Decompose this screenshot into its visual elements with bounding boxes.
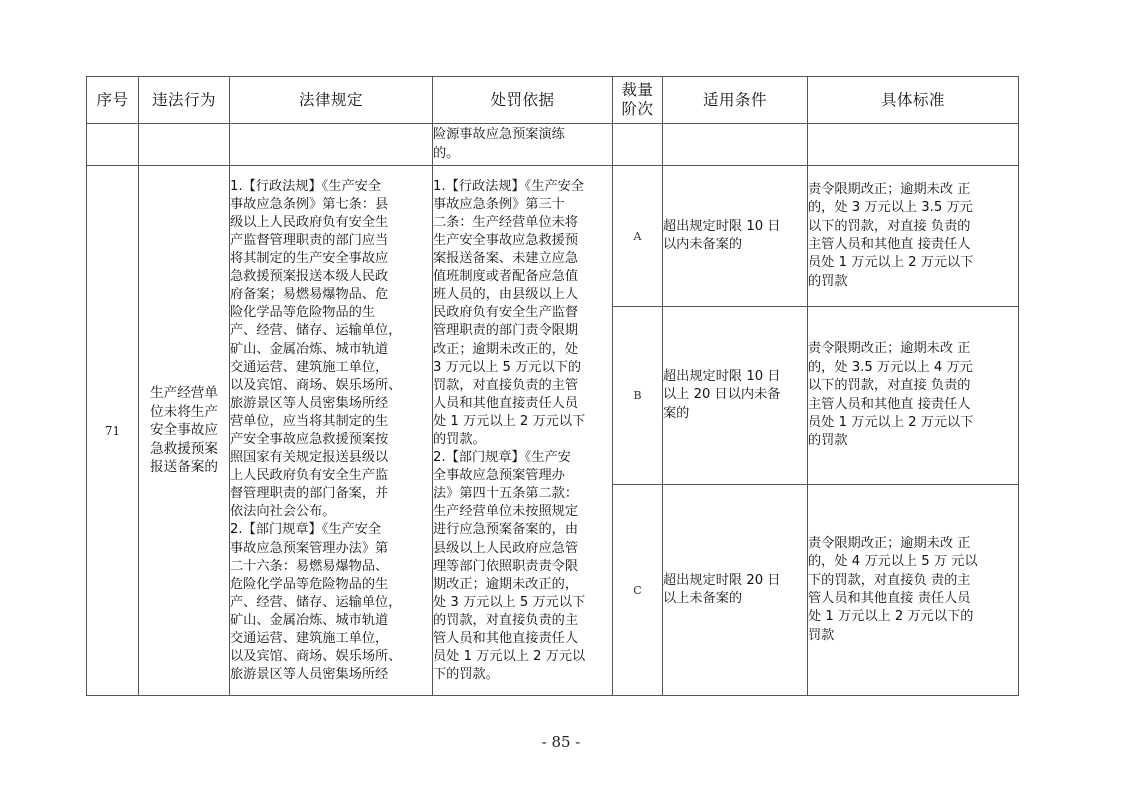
header-basis: 处罚依据 [433, 77, 613, 124]
entry-basis: 1.【行政法规】《生产安全 事故应急条例》第三十 二条：生产经营单位未将 生产安全事故应急救援预 案报送备案、未建立应急 值班制度或者配备应急值 班人员的，由县级以上人 民政府负有安全生产监督 管理职责的部门责令限期 改正；逾期未改正的，处 3 万元以上 5 万元以下的 罚款，对直接负责的主管 人员和其他直接责任人员 处 1 万元以上 2 万元以下 的罚款。 2.【部门规章】《生产安 全事故应急预案管理办 法》第四十五条第二款： 生产经营单位未按照规定 进行应急预案备案的，由 县级以上人民政府应急管 理等部门依照职责责令限 期改正；逾期未改正的， 处 3 万元以上 5 万元以下 的罚款，对直接负责的主 管人员和其他直接责任人 员处 1 万元以上 2 万元以 下的罚款。 [433, 166, 613, 696]
header-condition: 适用条件 [663, 77, 808, 124]
continuation-row [87, 124, 1019, 166]
table-row [87, 166, 1019, 307]
tier-b-standard: 责令限期改正；逾期未改 正 的，处 3.5 万元以上 4 万元 以下的罚款，对直接 负责的 主管人员和其他直 接责任人 员处 1 万元以上 2 万元以下 的罚款 [808, 307, 1019, 485]
tier-c-standard: 责令限期改正；逾期未改 正 的，处 4 万元以上 5 万 元以 下的罚款，对直接负 责的主 管人员和其他直接 责任人员 处 1 万元以上 2 万元以下的 罚款 [808, 485, 1019, 696]
page-number: - 85 - [541, 733, 581, 751]
entry-law: 1.【行政法规】《生产安全 事故应急条例》第七条：县 级以上人民政府负有安全生 产监督管理职责的部门应当 将其制定的生产安全事故应 急救援预案报送本级人民政 府备案；易燃易爆物品、危 险化学品等危险物品的生 产、经营、储存、运输单位， 矿山、金属冶炼、城市轨道 交通运营、建筑施工单位， 以及宾馆、商场、娱乐场所、 旅游景区等人员密集场所经 营单位，应当将其制定的生 产安全事故应急救援预案按 照国家有关规定报送县级以 上人民政府负有安全生产监 督管理职责的部门备案，并 依法向社会公布。 2.【部门规章】《生产安全 事故应急预案管理办法》第 二十六条：易燃易爆物品、 危险化学品等危险物品的生 产、经营、储存、运输单位， 矿山、金属冶炼、城市轨道 交通运营、建筑施工单位， 以及宾馆、商场、娱乐场所、 旅游景区等人员密集场所经 [230, 166, 433, 696]
header-law: 法律规定 [230, 77, 433, 124]
tier-a-level: A [613, 166, 663, 307]
tier-b-level: B [613, 307, 663, 485]
header-standard: 具体标准 [808, 77, 1019, 124]
entry-number: 71 [87, 166, 139, 696]
header-tier: 裁量 阶次 [613, 77, 663, 124]
header-row [87, 77, 1019, 124]
header-violation: 违法行为 [139, 77, 230, 124]
entry-violation: 生产经营单 位未将生产 安全事故应 急救援预案 报送备案的 [139, 166, 230, 696]
tier-b-condition: 超出规定时限 10 日 以上 20 日以内未备 案的 [663, 307, 808, 485]
tier-a-standard: 责令限期改正；逾期未改 正 的，处 3 万元以上 3.5 万元 以下的罚款，对直接 负责的 主管人员和其他直 接责任人 员处 1 万元以上 2 万元以下 的罚款 [808, 166, 1019, 307]
tier-c-level: C [613, 485, 663, 696]
basis-continuation: 险源事故应急预案演练 的。 [433, 124, 613, 166]
penalty-discretion-table [86, 76, 1019, 696]
tier-c-condition: 超出规定时限 20 日 以上未备案的 [663, 485, 808, 696]
tier-a-condition: 超出规定时限 10 日 以内未备案的 [663, 166, 808, 307]
header-number: 序号 [87, 77, 139, 124]
